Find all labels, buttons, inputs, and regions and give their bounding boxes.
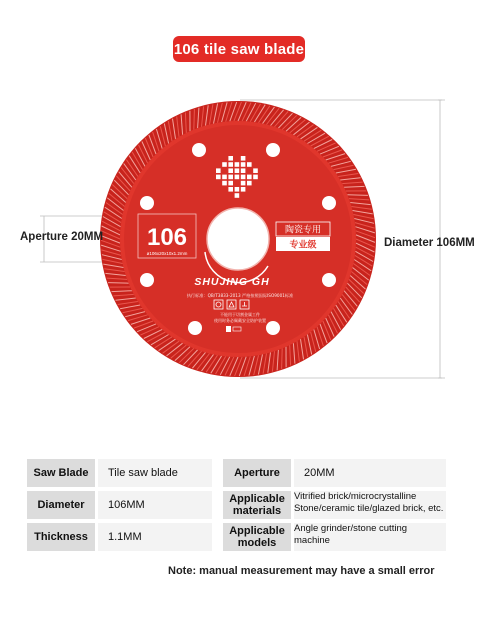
logo-pixel — [253, 168, 258, 173]
logo-pixel — [216, 175, 221, 180]
cn-tag-top: 陶瓷专用 — [284, 225, 322, 236]
blade-tooth — [347, 195, 368, 196]
logo-pixel — [228, 175, 233, 180]
logo-pixel — [241, 162, 246, 167]
blade-tooth — [194, 109, 195, 130]
spec-models-label: Applicable models — [223, 523, 291, 551]
spec-materials-line-1: Vitrified brick/microcrystalline — [294, 491, 417, 502]
logo-pixel — [228, 181, 233, 186]
blade-tooth — [282, 348, 283, 369]
logo-pixel — [228, 168, 233, 173]
logo-pixel — [241, 175, 246, 180]
title-text: 106 tile saw blade — [173, 40, 305, 58]
spec-saw-blade-value: Tile saw blade — [98, 459, 212, 487]
logo-pixel — [241, 181, 246, 186]
spec-aperture-label: Aperture — [223, 459, 291, 487]
spec-saw-blade-label: Saw Blade — [27, 459, 95, 487]
logo-pixel — [222, 181, 227, 186]
logo-pixel — [241, 168, 246, 173]
logo-pixel — [228, 162, 233, 167]
logo-pixel — [216, 168, 221, 173]
logo-pixel — [241, 156, 246, 161]
blade-tooth — [108, 283, 129, 284]
spec-thickness-label: Thickness — [27, 523, 95, 551]
spec-models-value — [294, 523, 446, 551]
spec-models-line-2: machine — [294, 535, 330, 546]
blade-warning-line-2: 使用时务必佩戴安全防护装置 — [214, 318, 266, 323]
blade-standard-line: 执行标准：QB/T3833-2013 严格按照国际ISO9001标准 — [186, 293, 294, 298]
spec-materials-value — [294, 491, 446, 519]
logo-pixel — [247, 162, 252, 167]
logo-pixel — [228, 156, 233, 161]
logo-pixel — [235, 187, 240, 192]
logo-pixel — [235, 193, 240, 198]
spec-aperture-value: 20MM — [294, 459, 446, 487]
logo-pixel — [247, 175, 252, 180]
logo-pixel — [228, 187, 233, 192]
blade-size-number: 106 — [146, 224, 188, 251]
spec-thickness-value: 1.1MM — [98, 523, 212, 551]
logo-pixel — [247, 181, 252, 186]
rotation-mark — [226, 326, 231, 332]
spec-diameter-value: 106MM — [98, 491, 212, 519]
measurement-note: Note: manual measurement may have a small error — [168, 565, 435, 577]
logo-pixel — [222, 162, 227, 167]
aperture-dimension-label: Aperture 20MM — [20, 231, 104, 243]
spec-materials-label: Applicable materials — [223, 491, 291, 519]
arbor-hole — [207, 208, 269, 270]
spec-materials-line-2: Stone/ceramic tile/glazed brick, etc. — [294, 503, 444, 514]
logo-pixel — [253, 175, 258, 180]
logo-pixel — [235, 162, 240, 167]
logo-pixel — [235, 168, 240, 173]
spec-diameter-label: Diameter — [27, 491, 95, 519]
spec-models-line-1: Angle grinder/stone cutting — [294, 523, 408, 534]
blade-spec-small: ø106x20x10x1.2mm — [146, 251, 188, 256]
logo-pixel — [222, 175, 227, 180]
blade-brand: SHUJING GH — [194, 276, 270, 288]
logo-pixel — [241, 187, 246, 192]
cn-tag-bottom: 专业级 — [289, 240, 317, 251]
logo-pixel — [235, 175, 240, 180]
diameter-dimension-label: Diameter 106MM — [384, 237, 475, 249]
blade-warning-line-1: 不能用于切割金属工件 — [220, 312, 260, 317]
